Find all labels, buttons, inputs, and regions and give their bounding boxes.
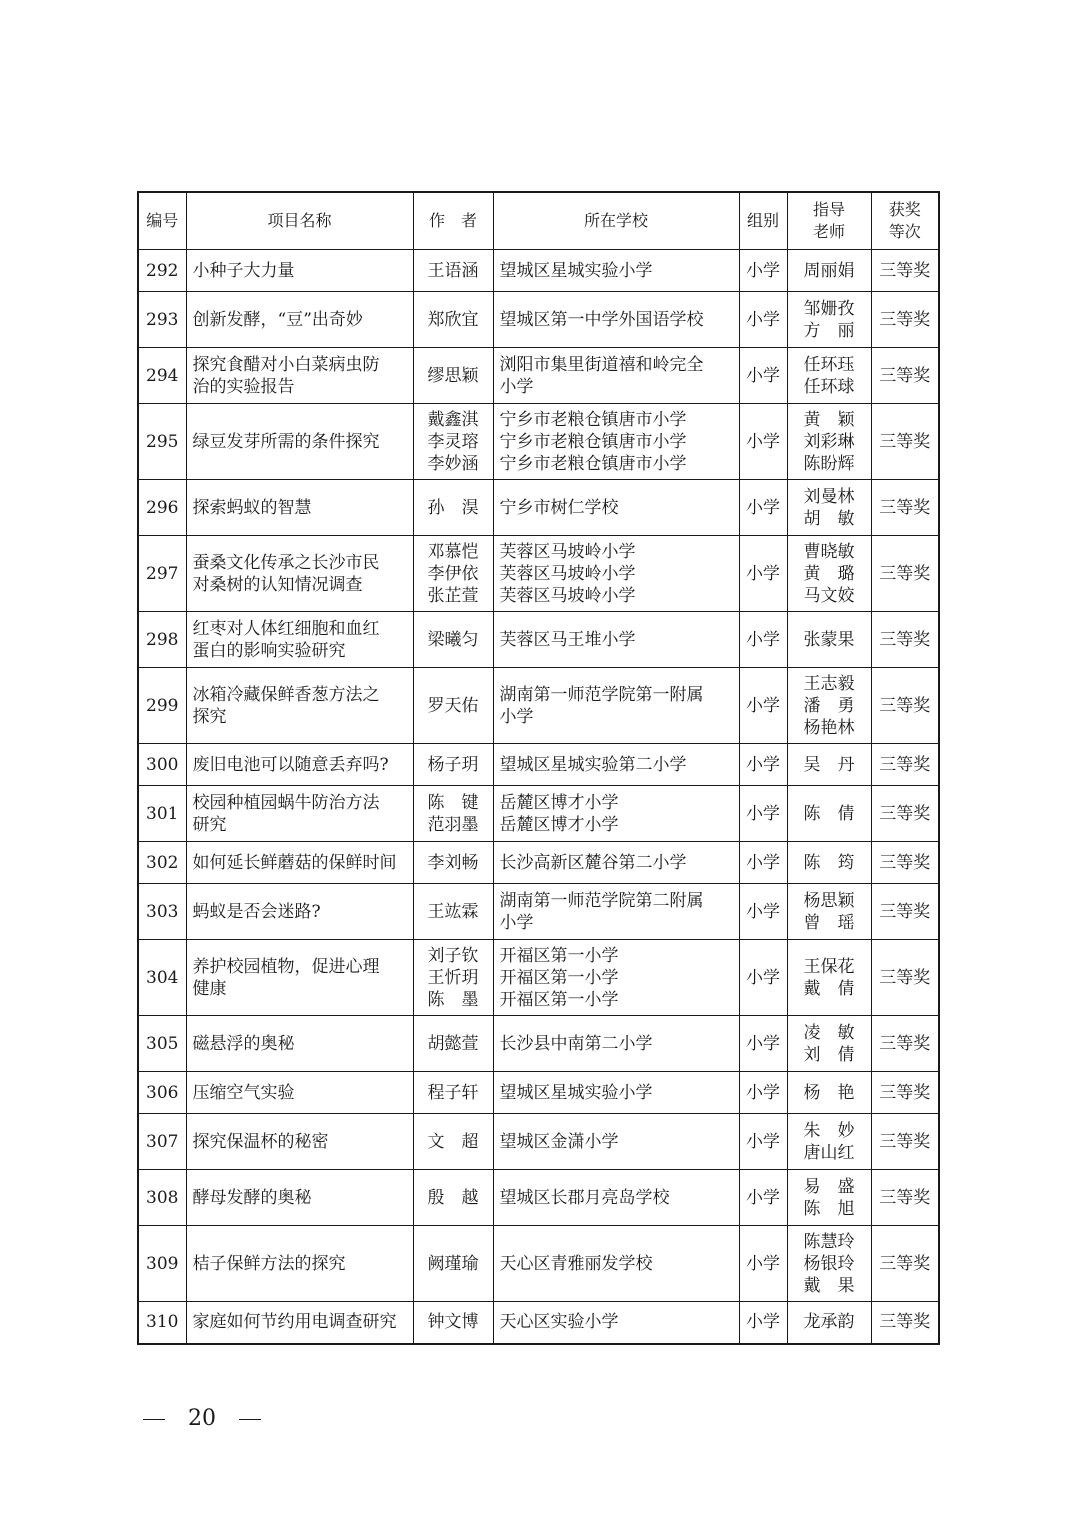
cell-no: 297: [138, 536, 186, 612]
cell-award: 三等奖: [871, 668, 939, 744]
cell-teacher: [787, 786, 871, 842]
cell-teacher-line: 刘 倩: [803, 1044, 855, 1065]
cell-title-line: 探索蚂蚁的智慧: [192, 497, 312, 518]
cell-group: 小学: [739, 536, 787, 612]
cell-teacher: [787, 404, 871, 480]
cell-no: 295: [138, 404, 186, 480]
cell-author: [413, 1302, 493, 1344]
cell-author-line: 殷 越: [427, 1187, 479, 1208]
cell-title-line: 对桑树的认知情况调查: [192, 574, 363, 595]
cell-teacher-line: 杨思颖: [803, 890, 855, 911]
cell-school-line: 芙蓉区马坡岭小学: [499, 585, 636, 606]
cell-award: 三等奖: [871, 1016, 939, 1072]
cell-author-line: 戴鑫淇: [427, 409, 479, 430]
cell-teacher-line: 杨 艳: [803, 1082, 855, 1103]
cell-teacher: [787, 940, 871, 1016]
footer-dash-left: [143, 1419, 165, 1420]
cell-school-line: 浏阳市集里街道禧和岭完全: [499, 354, 704, 375]
cell-school-line: 湖南第一师范学院第一附属: [499, 684, 704, 705]
cell-group: 小学: [739, 250, 787, 292]
cell-author-line: 李灵瑢: [427, 431, 479, 452]
cell-author-line: 程子轩: [427, 1082, 479, 1103]
cell-group: 小学: [739, 1170, 787, 1226]
cell-award: 三等奖: [871, 884, 939, 940]
cell-teacher-line: 陈 倩: [803, 803, 855, 824]
cell-no: 301: [138, 786, 186, 842]
cell-school-line: 长沙高新区麓谷第二小学: [499, 852, 687, 873]
cell-author: [413, 1226, 493, 1302]
cell-title-line: 红枣对人体红细胞和血红: [192, 618, 380, 639]
cell-author-line: 刘子钦: [427, 945, 479, 966]
cell-group: 小学: [739, 1114, 787, 1170]
cell-title: [186, 1016, 413, 1072]
cell-author-line: 文 超: [427, 1131, 479, 1152]
table-row: [138, 1302, 939, 1344]
cell-award: 三等奖: [871, 480, 939, 536]
table-row: [138, 348, 939, 404]
cell-teacher: [787, 1016, 871, 1072]
cell-teacher-line: 黄 璐: [803, 563, 855, 584]
cell-teacher-line: 刘彩琳: [803, 431, 855, 452]
cell-title: [186, 1114, 413, 1170]
cell-author-line: 王竑霖: [427, 901, 479, 922]
cell-teacher: [787, 250, 871, 292]
cell-author-line: 张芷萱: [427, 585, 479, 606]
cell-teacher-line: 陈慧玲: [803, 1231, 855, 1252]
cell-group: 小学: [739, 842, 787, 884]
awards-table: [137, 191, 940, 1345]
cell-school-line: 岳麓区博才小学: [499, 814, 619, 835]
footer-dash-right: [239, 1419, 261, 1420]
cell-school-line: 望城区第一中学外国语学校: [499, 309, 704, 330]
cell-group: 小学: [739, 668, 787, 744]
cell-author: [413, 744, 493, 786]
cell-teacher: [787, 668, 871, 744]
cell-award: 三等奖: [871, 1072, 939, 1114]
cell-title: [186, 842, 413, 884]
header-group: 组别: [739, 192, 787, 250]
cell-school-line: 长沙县中南第二小学: [499, 1033, 653, 1054]
cell-title: [186, 668, 413, 744]
cell-title-line: 治的实验报告: [192, 376, 295, 397]
cell-award: 三等奖: [871, 612, 939, 668]
cell-group: 小学: [739, 884, 787, 940]
table-row: [138, 842, 939, 884]
cell-teacher-line: 朱 妙: [803, 1120, 855, 1141]
cell-award: 三等奖: [871, 940, 939, 1016]
cell-school-line: 宁乡市老粮仓镇唐市小学: [499, 431, 687, 452]
cell-no: 307: [138, 1114, 186, 1170]
cell-author: [413, 940, 493, 1016]
cell-title-line: 桔子保鲜方法的探究: [192, 1253, 346, 1274]
header-school: 所在学校: [493, 192, 739, 250]
cell-school: [493, 940, 739, 1016]
cell-title-line: 养护校园植物，促进心理: [192, 956, 380, 977]
cell-award: 三等奖: [871, 536, 939, 612]
cell-group: 小学: [739, 404, 787, 480]
cell-award: 三等奖: [871, 250, 939, 292]
cell-group: 小学: [739, 786, 787, 842]
table-row: [138, 1114, 939, 1170]
cell-award: 三等奖: [871, 744, 939, 786]
cell-school: [493, 1016, 739, 1072]
cell-school: [493, 1170, 739, 1226]
table-row: [138, 1072, 939, 1114]
cell-teacher-line: 戴 果: [803, 1275, 855, 1296]
cell-school-line: 湖南第一师范学院第二附属: [499, 890, 704, 911]
cell-school: [493, 404, 739, 480]
table-row: [138, 404, 939, 480]
cell-teacher-line: 任环珏: [803, 354, 855, 375]
cell-award: 三等奖: [871, 1114, 939, 1170]
cell-title-line: 创新发酵，“豆”出奇妙: [192, 309, 363, 330]
page-number: 20: [188, 1406, 216, 1431]
cell-title-line: 如何延长鲜蘑菇的保鲜时间: [192, 852, 397, 873]
cell-author-line: 杨子玥: [427, 754, 479, 775]
cell-teacher: [787, 292, 871, 348]
cell-title-line: 探究保温杯的秘密: [192, 1131, 329, 1152]
cell-teacher-line: 陈 旭: [803, 1198, 855, 1219]
cell-no: 309: [138, 1226, 186, 1302]
cell-teacher: [787, 1114, 871, 1170]
cell-author-line: 陈 墨: [427, 989, 479, 1010]
cell-title: [186, 612, 413, 668]
table-body: [138, 250, 939, 1344]
cell-teacher: [787, 744, 871, 786]
cell-teacher-line: 刘曼林: [803, 486, 855, 507]
cell-author: [413, 404, 493, 480]
cell-school: [493, 1114, 739, 1170]
table-row: [138, 1016, 939, 1072]
cell-school-line: 望城区星城实验小学: [499, 260, 653, 281]
cell-group: 小学: [739, 612, 787, 668]
cell-no: 299: [138, 668, 186, 744]
table-row: [138, 940, 939, 1016]
cell-school-line: 开福区第一小学: [499, 989, 619, 1010]
cell-title-line: 小种子大力量: [192, 260, 295, 281]
cell-group: 小学: [739, 1016, 787, 1072]
cell-author-line: 缪思颖: [427, 365, 479, 386]
table-row: [138, 480, 939, 536]
cell-title-line: 蛋白的影响实验研究: [192, 640, 346, 661]
cell-award: 三等奖: [871, 1170, 939, 1226]
header-award-line: 等次: [888, 222, 921, 241]
table-row: [138, 292, 939, 348]
cell-teacher-line: 曾 瑶: [803, 912, 855, 933]
cell-title-line: 蚂蚁是否会迷路?: [192, 901, 321, 922]
cell-school: [493, 1226, 739, 1302]
cell-title: [186, 940, 413, 1016]
cell-author: [413, 1170, 493, 1226]
cell-title-line: 家庭如何节约用电调查研究: [192, 1312, 397, 1333]
cell-school: [493, 536, 739, 612]
cell-author-line: 阙瑾瑜: [427, 1253, 479, 1274]
cell-teacher-line: 凌 敏: [803, 1022, 855, 1043]
cell-title-line: 绿豆发芽所需的条件探究: [192, 431, 380, 452]
header-award: [871, 192, 939, 250]
cell-teacher-line: 陈盼辉: [803, 453, 855, 474]
cell-author: [413, 668, 493, 744]
cell-author: [413, 842, 493, 884]
cell-school: [493, 612, 739, 668]
cell-school-line: 望城区星城实验小学: [499, 1082, 653, 1103]
cell-title: [186, 884, 413, 940]
cell-group: 小学: [739, 940, 787, 1016]
cell-school: [493, 480, 739, 536]
cell-school-line: 天心区实验小学: [499, 1312, 619, 1333]
cell-school-line: 宁乡市老粮仓镇唐市小学: [499, 453, 687, 474]
cell-no: 294: [138, 348, 186, 404]
cell-teacher: [787, 842, 871, 884]
cell-title-line: 校园种植园蜗牛防治方法: [192, 792, 380, 813]
cell-author: [413, 1114, 493, 1170]
cell-school-line: 望城区长郡月亮岛学校: [499, 1187, 670, 1208]
cell-award: 三等奖: [871, 1302, 939, 1344]
cell-title: [186, 1072, 413, 1114]
cell-award: 三等奖: [871, 786, 939, 842]
cell-title: [186, 480, 413, 536]
table-row: [138, 1226, 939, 1302]
cell-title-line: 冰箱冷藏保鲜香葱方法之: [192, 684, 380, 705]
cell-group: 小学: [739, 744, 787, 786]
table-row: [138, 250, 939, 292]
header-teacher: [787, 192, 871, 250]
cell-school-line: 小学: [499, 706, 534, 727]
page-footer: [143, 1406, 261, 1431]
cell-teacher-line: 龙承韵: [803, 1312, 855, 1333]
header-teacher-line: 指导: [812, 200, 845, 219]
cell-author: [413, 1016, 493, 1072]
cell-school-line: 小学: [499, 912, 534, 933]
cell-teacher-line: 张蒙果: [803, 629, 855, 650]
cell-author: [413, 480, 493, 536]
header-title: 项目名称: [186, 192, 413, 250]
cell-teacher: [787, 480, 871, 536]
cell-teacher-line: 王保花: [803, 956, 855, 977]
cell-title: [186, 786, 413, 842]
cell-group: 小学: [739, 348, 787, 404]
cell-teacher-line: 曹晓敏: [803, 541, 855, 562]
cell-no: 292: [138, 250, 186, 292]
cell-teacher: [787, 536, 871, 612]
cell-teacher-line: 胡 敏: [803, 508, 855, 529]
cell-author-line: 梁曦匀: [427, 629, 479, 650]
cell-teacher: [787, 1170, 871, 1226]
cell-teacher-line: 杨银玲: [803, 1253, 855, 1274]
cell-school: [493, 668, 739, 744]
table-row: [138, 668, 939, 744]
cell-school: [493, 744, 739, 786]
cell-no: 306: [138, 1072, 186, 1114]
cell-author: [413, 292, 493, 348]
table-row: [138, 744, 939, 786]
cell-author-line: 胡懿萱: [427, 1033, 479, 1054]
cell-school: [493, 1302, 739, 1344]
cell-teacher-line: 邹姗孜: [803, 298, 855, 319]
cell-school: [493, 842, 739, 884]
cell-teacher: [787, 1226, 871, 1302]
cell-school-line: 望城区星城实验第二小学: [499, 754, 687, 775]
cell-author: [413, 786, 493, 842]
cell-author-line: 邓慕恺: [427, 541, 479, 562]
cell-author: [413, 348, 493, 404]
cell-title-line: 探究食醋对小白菜病虫防: [192, 354, 380, 375]
cell-author-line: 郑欣宜: [427, 309, 479, 330]
cell-teacher-line: 吴 丹: [803, 754, 855, 775]
cell-title-line: 酵母发酵的奥秘: [192, 1187, 312, 1208]
cell-teacher: [787, 884, 871, 940]
table-header: [138, 192, 939, 250]
cell-no: 310: [138, 1302, 186, 1344]
cell-teacher: [787, 612, 871, 668]
cell-title-line: 压缩空气实验: [192, 1082, 295, 1103]
cell-school-line: 望城区金潇小学: [499, 1131, 619, 1152]
cell-school-line: 宁乡市老粮仓镇唐市小学: [499, 409, 687, 430]
cell-no: 298: [138, 612, 186, 668]
cell-school-line: 开福区第一小学: [499, 967, 619, 988]
cell-author-line: 孙 淏: [427, 497, 479, 518]
cell-award: 三等奖: [871, 1226, 939, 1302]
cell-teacher-line: 黄 颖: [803, 409, 855, 430]
cell-author-line: 王语涵: [427, 260, 479, 281]
cell-author: [413, 884, 493, 940]
table-row: [138, 612, 939, 668]
cell-title: [186, 536, 413, 612]
cell-no: 300: [138, 744, 186, 786]
cell-title-line: 探究: [192, 706, 227, 727]
header-author: 作 者: [413, 192, 493, 250]
cell-school: [493, 884, 739, 940]
table-row: [138, 1170, 939, 1226]
header-row: [138, 192, 939, 250]
table-row: [138, 536, 939, 612]
cell-school: [493, 292, 739, 348]
cell-school-line: 芙蓉区马坡岭小学: [499, 563, 636, 584]
cell-award: 三等奖: [871, 348, 939, 404]
cell-author: [413, 536, 493, 612]
cell-title: [186, 1302, 413, 1344]
cell-teacher: [787, 1072, 871, 1114]
cell-title: [186, 292, 413, 348]
cell-author: [413, 1072, 493, 1114]
cell-title: [186, 1170, 413, 1226]
cell-group: 小学: [739, 480, 787, 536]
cell-title-line: 蚕桑文化传承之长沙市民: [192, 552, 380, 573]
cell-school: [493, 786, 739, 842]
cell-title: [186, 250, 413, 292]
cell-teacher-line: 唐山红: [803, 1142, 855, 1163]
cell-group: 小学: [739, 292, 787, 348]
cell-no: 304: [138, 940, 186, 1016]
cell-title: [186, 348, 413, 404]
header-teacher-line: 老师: [812, 222, 845, 241]
table-row: [138, 884, 939, 940]
cell-no: 296: [138, 480, 186, 536]
cell-teacher-line: 马文姣: [803, 585, 855, 606]
cell-award: 三等奖: [871, 292, 939, 348]
cell-group: 小学: [739, 1226, 787, 1302]
cell-school-line: 芙蓉区马坡岭小学: [499, 541, 636, 562]
table-row: [138, 786, 939, 842]
cell-title: [186, 744, 413, 786]
cell-no: 308: [138, 1170, 186, 1226]
cell-teacher-line: 周丽娟: [803, 260, 855, 281]
cell-group: 小学: [739, 1072, 787, 1114]
header-no: 编号: [138, 192, 186, 250]
cell-teacher: [787, 348, 871, 404]
cell-teacher-line: 潘 勇: [803, 695, 855, 716]
cell-school-line: 宁乡市树仁学校: [499, 497, 619, 518]
cell-teacher-line: 任环球: [803, 376, 855, 397]
cell-school-line: 岳麓区博才小学: [499, 792, 619, 813]
cell-title-line: 废旧电池可以随意丢弃吗?: [192, 754, 389, 775]
cell-school-line: 开福区第一小学: [499, 945, 619, 966]
cell-author-line: 罗天佑: [427, 695, 479, 716]
cell-no: 305: [138, 1016, 186, 1072]
cell-author: [413, 250, 493, 292]
cell-no: 302: [138, 842, 186, 884]
cell-school-line: 小学: [499, 376, 534, 397]
cell-title-line: 磁悬浮的奥秘: [192, 1033, 295, 1054]
cell-teacher-line: 王志毅: [803, 673, 855, 694]
cell-author-line: 钟文博: [427, 1312, 479, 1333]
cell-author: [413, 612, 493, 668]
cell-teacher-line: 戴 倩: [803, 978, 855, 999]
cell-author-line: 李妙涵: [427, 453, 479, 474]
cell-author-line: 李刘畅: [427, 852, 479, 873]
cell-teacher-line: 方 丽: [803, 320, 855, 341]
header-award-line: 获奖: [888, 200, 921, 219]
cell-author-line: 陈 键: [427, 792, 479, 813]
cell-award: 三等奖: [871, 842, 939, 884]
cell-award: 三等奖: [871, 404, 939, 480]
cell-author-line: 王忻玥: [427, 967, 479, 988]
cell-school: [493, 1072, 739, 1114]
cell-school-line: 芙蓉区马王堆小学: [499, 629, 636, 650]
cell-no: 303: [138, 884, 186, 940]
cell-title-line: 研究: [192, 814, 227, 835]
cell-group: 小学: [739, 1302, 787, 1344]
cell-author-line: 李伊依: [427, 563, 479, 584]
cell-school: [493, 348, 739, 404]
cell-title: [186, 404, 413, 480]
cell-author-line: 范羽墨: [427, 814, 479, 835]
cell-teacher: [787, 1302, 871, 1344]
cell-teacher-line: 陈 筠: [803, 852, 855, 873]
cell-no: 293: [138, 292, 186, 348]
cell-teacher-line: 杨艳林: [803, 717, 855, 738]
cell-school: [493, 250, 739, 292]
cell-title-line: 健康: [192, 978, 227, 999]
cell-school-line: 天心区青雅丽发学校: [499, 1253, 653, 1274]
cell-title: [186, 1226, 413, 1302]
cell-teacher-line: 易 盛: [803, 1176, 855, 1197]
